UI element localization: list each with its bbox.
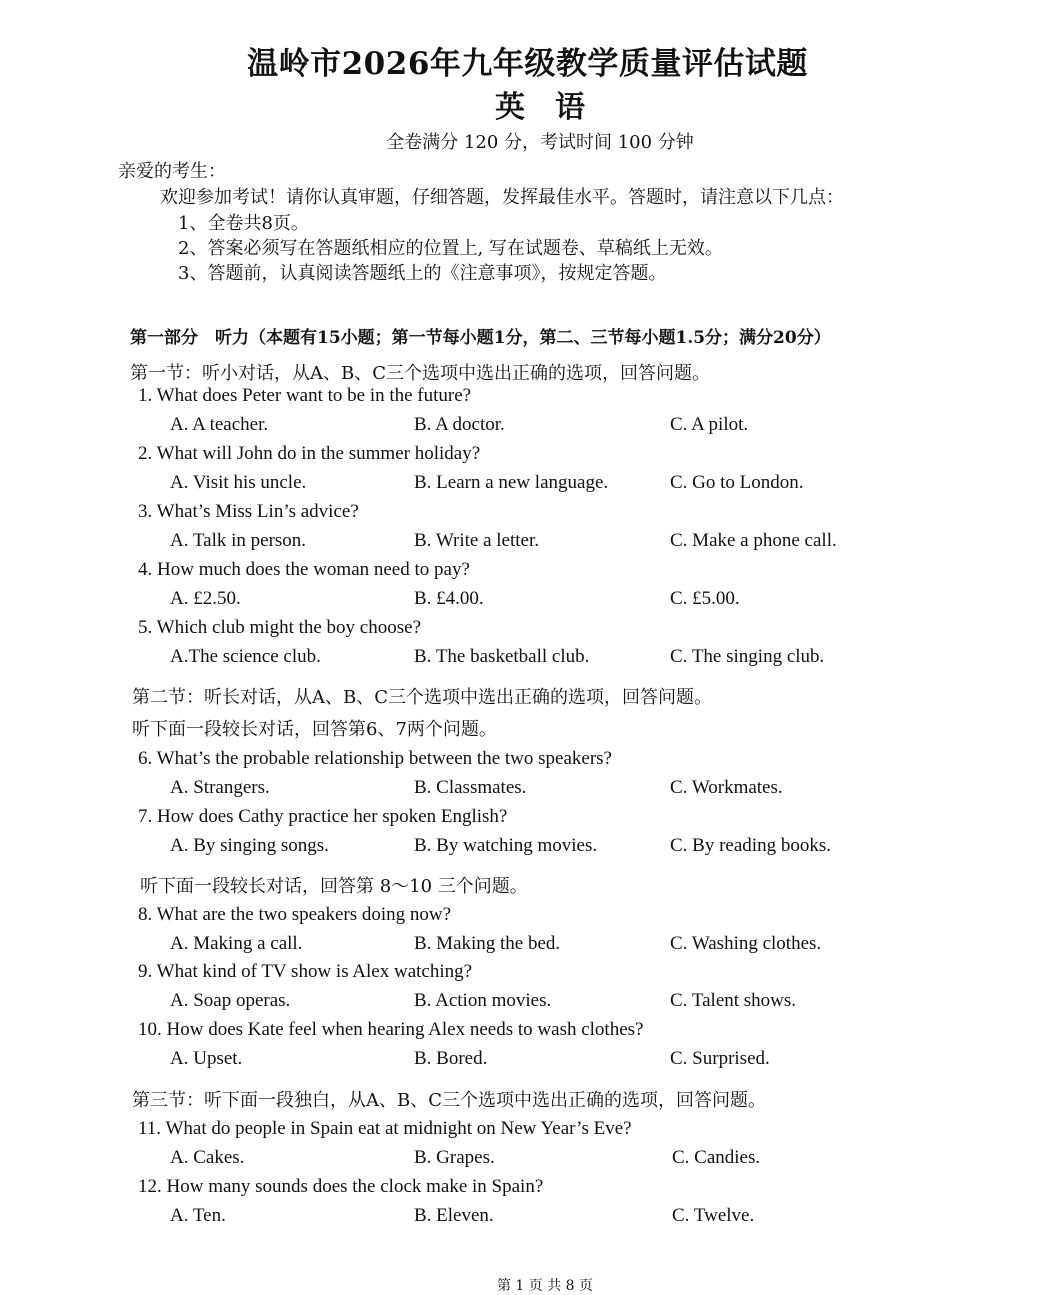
question-4: 4. How much does the woman need to pay?	[138, 559, 470, 580]
option-b: B. Eleven.	[414, 1205, 494, 1226]
option-c: C. Workmates.	[670, 777, 783, 798]
question-11: 11. What do people in Spain eat at midnight on New Year’s Eve?	[138, 1118, 632, 1139]
option-b: B. Bored.	[414, 1048, 488, 1069]
option-c: C. Washing clothes.	[670, 933, 822, 954]
part1-heading: 第一部分 听力（本题有15小题；第一节每小题1分，第二、三节每小题1.5分；满分20分）	[130, 328, 831, 348]
section1-instruction: 第一节：听小对话，从A、B、C三个选项中选出正确的选项，回答问题。	[130, 363, 710, 384]
option-c: C. Talent shows.	[670, 990, 797, 1011]
section2-instruction: 第二节：听长对话，从A、B、C三个选项中选出正确的选项，回答问题。	[132, 687, 712, 708]
page-footer: 第 1 页 共 8 页	[496, 1278, 594, 1294]
option-c: C. The singing club.	[670, 646, 825, 667]
question-10: 10. How does Kate feel when hearing Alex needs to wash clothes?	[138, 1019, 644, 1040]
option-a: A. A teacher.	[170, 414, 269, 435]
option-c: C. By reading books.	[670, 835, 831, 856]
notice-greeting: 亲爱的考生：	[118, 161, 226, 182]
section3-instruction: 第三节：听下面一段独白，从A、B、C三个选项中选出正确的选项，回答问题。	[132, 1090, 766, 1111]
option-a: A. Ten.	[170, 1205, 226, 1226]
notice-item: 2、答案必须写在答题纸相应的位置上, 写在试题卷、草稿纸上无效。	[178, 238, 723, 259]
option-b: B. £4.00.	[414, 588, 484, 609]
option-a: A. Talk in person.	[170, 530, 307, 551]
option-b: B. Making the bed.	[414, 933, 561, 954]
exam-subject: 英 语	[495, 90, 585, 125]
question-6: 6. What’s the probable relationship between the two speakers?	[138, 748, 612, 769]
question-5: 5. Which club might the boy choose?	[138, 617, 422, 638]
question-1: 1. What does Peter want to be in the future?	[138, 385, 472, 406]
option-c: C. A pilot.	[670, 414, 749, 435]
option-c: C. Surprised.	[670, 1048, 770, 1069]
option-b: B. The basketball club.	[414, 646, 590, 667]
question-9: 9. What kind of TV show is Alex watching?	[138, 961, 473, 982]
question-12: 12. How many sounds does the clock make in Spain?	[138, 1176, 544, 1197]
exam-title: 温岭市2026年九年级教学质量评估试题	[247, 46, 808, 82]
option-b: B. Grapes.	[414, 1147, 495, 1168]
option-c: C. Go to London.	[670, 472, 804, 493]
option-a: A. Making a call.	[170, 933, 303, 954]
exam-info: 全卷满分 120 分，考试时间 100 分钟	[386, 132, 694, 153]
option-a: A. Strangers.	[170, 777, 270, 798]
option-a: A. Soap operas.	[170, 990, 291, 1011]
option-b: B. Learn a new language.	[414, 472, 609, 493]
option-b: B. A doctor.	[414, 414, 505, 435]
section2-note: 听下面一段较长对话，回答第 8～10 三个问题。	[140, 876, 528, 897]
option-a: A. Visit his uncle.	[170, 472, 307, 493]
option-b: B. Write a letter.	[414, 530, 539, 551]
option-b: B. Action movies.	[414, 990, 552, 1011]
option-b: B. Classmates.	[414, 777, 527, 798]
question-2: 2. What will John do in the summer holiday?	[138, 443, 481, 464]
question-7: 7. How does Cathy practice her spoken English?	[138, 806, 508, 827]
option-c: C. Make a phone call.	[670, 530, 837, 551]
option-a: A.The science club.	[170, 646, 321, 667]
option-a: A. Upset.	[170, 1048, 243, 1069]
section2-note: 听下面一段较长对话，回答第6、7两个问题。	[132, 719, 497, 740]
option-c: C. Twelve.	[672, 1205, 755, 1226]
option-b: B. By watching movies.	[414, 835, 598, 856]
notice-intro: 欢迎参加考试！请你认真审题，仔细答题，发挥最佳水平。答题时，请注意以下几点：	[160, 187, 844, 208]
option-a: A. £2.50.	[170, 588, 241, 609]
notice-item: 3、答题前，认真阅读答题纸上的《注意事项》，按规定答题。	[178, 263, 667, 284]
option-a: A. Cakes.	[170, 1147, 245, 1168]
question-3: 3. What’s Miss Lin’s advice?	[138, 501, 359, 522]
option-a: A. By singing songs.	[170, 835, 329, 856]
question-8: 8. What are the two speakers doing now?	[138, 904, 452, 925]
option-c: C. Candies.	[672, 1147, 761, 1168]
option-c: C. £5.00.	[670, 588, 740, 609]
notice-item: 1、全卷共8页。	[178, 213, 309, 234]
